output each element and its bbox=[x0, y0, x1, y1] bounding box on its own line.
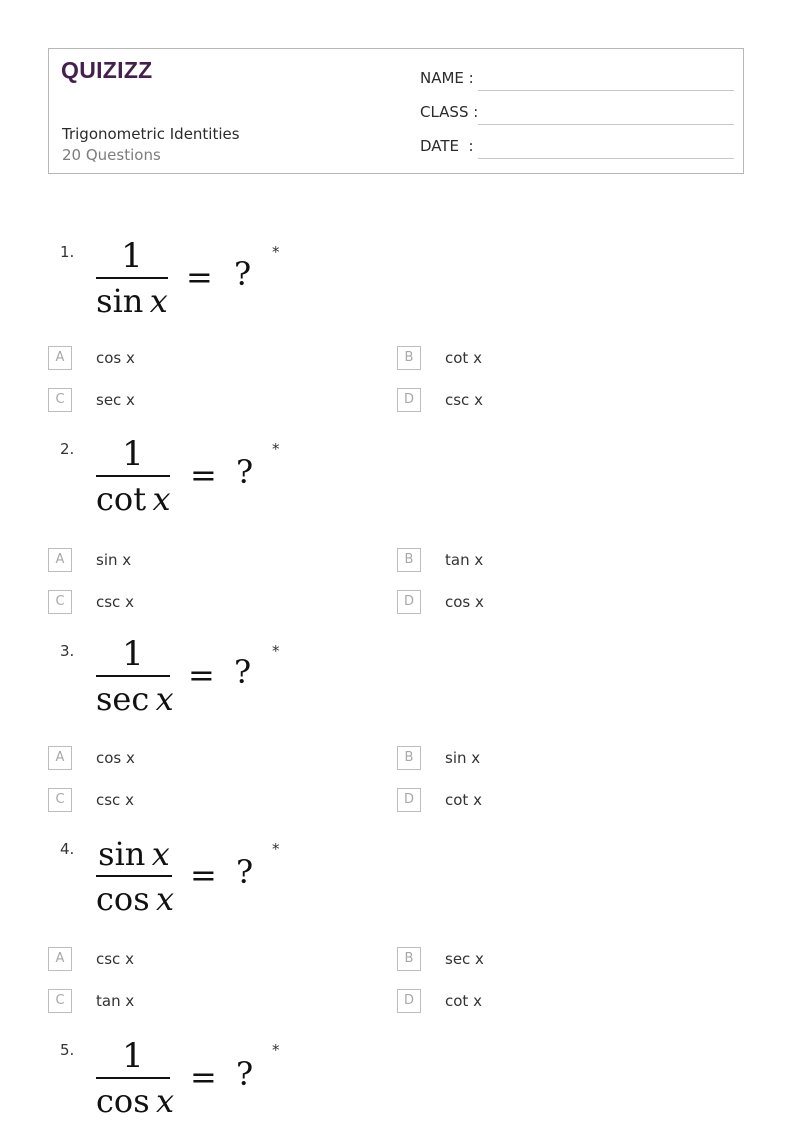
option-d-box[interactable]: D bbox=[397, 388, 421, 412]
denominator bbox=[96, 879, 175, 919]
question-number: 4. bbox=[60, 840, 75, 858]
required-asterisk: * bbox=[272, 440, 280, 458]
option-b-text[interactable]: cot x bbox=[445, 349, 482, 367]
option-d-box[interactable]: D bbox=[397, 590, 421, 614]
question-mark: ? bbox=[234, 255, 252, 293]
fraction-bar bbox=[96, 1077, 170, 1079]
denominator bbox=[96, 1081, 175, 1121]
required-asterisk: * bbox=[272, 1041, 280, 1059]
option-a-box[interactable]: A bbox=[48, 947, 72, 971]
option-b-text[interactable]: sin x bbox=[445, 749, 481, 767]
option-a-text[interactable]: csc x bbox=[96, 950, 134, 968]
date-label: DATE : bbox=[420, 137, 474, 155]
denominator bbox=[96, 679, 174, 719]
question-number: 3. bbox=[60, 642, 75, 660]
numerator: 1 bbox=[122, 634, 144, 674]
option-c-box[interactable]: C bbox=[48, 590, 72, 614]
question-mark: ? bbox=[236, 453, 254, 491]
fraction bbox=[96, 834, 175, 919]
question-number: 5. bbox=[60, 1041, 75, 1059]
option-a-box[interactable]: A bbox=[48, 548, 72, 572]
fraction-bar bbox=[96, 675, 170, 677]
question-mark: ? bbox=[236, 853, 254, 891]
option-d-text[interactable]: cot x bbox=[445, 992, 482, 1010]
option-a-box[interactable]: A bbox=[48, 746, 72, 770]
quizizz-logo: QUIZIZZ bbox=[61, 57, 153, 83]
option-a-text[interactable]: cos x bbox=[96, 349, 135, 367]
numerator: 1 bbox=[121, 236, 143, 276]
class-field[interactable] bbox=[420, 103, 734, 123]
denominator bbox=[96, 281, 168, 321]
question-mark: ? bbox=[234, 653, 252, 691]
option-b-box[interactable]: B bbox=[397, 548, 421, 572]
equals-sign: = bbox=[186, 258, 213, 296]
option-d-box[interactable]: D bbox=[397, 788, 421, 812]
option-a-text[interactable]: cos x bbox=[96, 749, 135, 767]
option-a-box[interactable]: A bbox=[48, 346, 72, 370]
fraction-bar bbox=[96, 875, 172, 877]
fraction bbox=[96, 434, 170, 519]
numerator: 1 bbox=[122, 1036, 144, 1076]
worksheet-title: Trigonometric Identities bbox=[62, 125, 240, 143]
question-number: 2. bbox=[60, 440, 75, 458]
numerator-function: sin bbox=[98, 835, 146, 873]
option-c-text[interactable]: sec x bbox=[96, 391, 135, 409]
denominator-function: cos bbox=[96, 880, 150, 918]
denominator-function: cos bbox=[96, 1082, 150, 1120]
question-number: 1. bbox=[60, 243, 75, 261]
question-count: 20 Questions bbox=[62, 146, 161, 164]
denominator-function: cot bbox=[96, 480, 147, 518]
fraction-bar bbox=[96, 475, 170, 477]
option-b-box[interactable]: B bbox=[397, 746, 421, 770]
denominator-variable: x bbox=[156, 1082, 175, 1120]
option-b-box[interactable]: B bbox=[397, 947, 421, 971]
option-c-text[interactable]: tan x bbox=[96, 992, 135, 1010]
option-a-text[interactable]: sin x bbox=[96, 551, 132, 569]
option-c-box[interactable]: C bbox=[48, 388, 72, 412]
class-line[interactable] bbox=[478, 124, 734, 125]
option-b-box[interactable]: B bbox=[397, 346, 421, 370]
name-line[interactable] bbox=[478, 90, 734, 91]
denominator-variable: x bbox=[152, 480, 171, 518]
numerator bbox=[96, 834, 172, 874]
fraction bbox=[96, 236, 168, 321]
fraction bbox=[96, 1036, 175, 1121]
option-b-text[interactable]: tan x bbox=[445, 551, 484, 569]
fraction-bar bbox=[96, 277, 168, 279]
equals-sign: = bbox=[188, 656, 215, 694]
option-d-box[interactable]: D bbox=[397, 989, 421, 1013]
worksheet-header bbox=[48, 48, 744, 174]
name-label: NAME : bbox=[420, 69, 474, 87]
option-b-text[interactable]: sec x bbox=[445, 950, 484, 968]
fraction bbox=[96, 634, 174, 719]
option-c-text[interactable]: csc x bbox=[96, 791, 134, 809]
date-line[interactable] bbox=[478, 158, 734, 159]
required-asterisk: * bbox=[272, 243, 280, 261]
name-field[interactable] bbox=[420, 69, 734, 89]
option-d-text[interactable]: csc x bbox=[445, 391, 483, 409]
denominator-function: sin bbox=[96, 282, 144, 320]
equals-sign: = bbox=[190, 456, 217, 494]
equals-sign: = bbox=[190, 856, 217, 894]
option-c-box[interactable]: C bbox=[48, 989, 72, 1013]
option-d-text[interactable]: cot x bbox=[445, 791, 482, 809]
denominator bbox=[96, 479, 170, 519]
required-asterisk: * bbox=[272, 642, 280, 660]
denominator-function: sec bbox=[96, 680, 150, 718]
option-d-text[interactable]: cos x bbox=[445, 593, 484, 611]
denominator-variable: x bbox=[149, 282, 168, 320]
denominator-variable: x bbox=[156, 880, 175, 918]
option-c-text[interactable]: csc x bbox=[96, 593, 134, 611]
numerator: 1 bbox=[122, 434, 144, 474]
denominator-variable: x bbox=[155, 680, 174, 718]
date-field[interactable] bbox=[420, 137, 734, 157]
class-label: CLASS : bbox=[420, 103, 479, 121]
required-asterisk: * bbox=[272, 840, 280, 858]
equals-sign: = bbox=[190, 1058, 217, 1096]
question-mark: ? bbox=[236, 1055, 254, 1093]
option-c-box[interactable]: C bbox=[48, 788, 72, 812]
numerator-variable: x bbox=[151, 835, 170, 873]
